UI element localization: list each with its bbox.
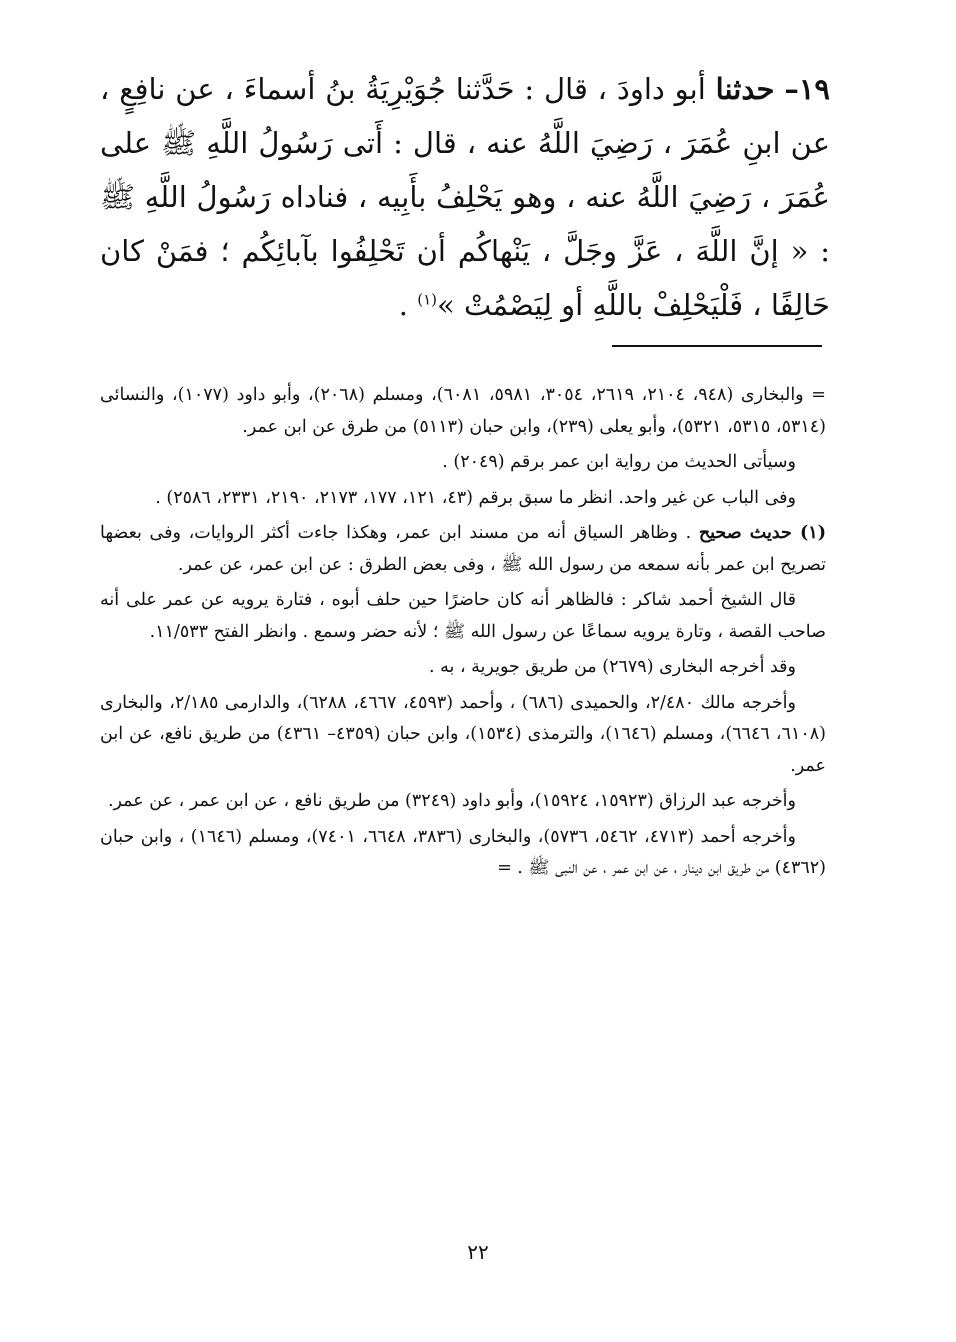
footnote-lead: (١) حديث صحيح [698,523,826,543]
page-number: ٢٢ [467,1240,489,1264]
footnote-text: قال الشيخ أحمد شاكر : فالظاهر أنه كان حاضرًا حين حلف أبوه ، فتارة يرويه عن عمر على أنه صاحب القصة ، وتارة يرويه سماعًا عن رسول الله ﷺ ؛ لأنه حضر وسمع . وانظر الفتح ١١/٥٣٣. [100,590,826,642]
footnote-text: وسيأتى الحديث من رواية ابن عمر برقم (٢٠٤٩) . [442,452,796,472]
hadith-closing: . [398,288,418,322]
footnote-paragraph [100,518,826,581]
footnote-text: . وظاهر السياق أنه من مسند ابن عمر، وهكذا جاءت أكثر الروايات، وفى بعضها تصريح ابن عمر بأنه سمعه من رسول الله ﷺ ، وفى بعض الطرق : عن ابن عمر، عن عمر. [100,523,826,575]
footnote-paragraph [100,585,826,648]
footnote-text: وفى الباب عن غير واحد. انظر ما سبق برقم (٤٣، ١٢١، ١٧٧، ٢١٧٣، ٢١٩٠، ٢٣٣١، ٢٥٨٦) . [155,487,796,508]
footnote-paragraph [100,447,826,479]
footnote-paragraph [100,380,826,443]
footnote-paragraph [100,786,826,818]
footnote-text: وأخرجه مالك ٢/٤٨٠، والحميدى (٦٨٦) ، وأحمد (٤٥٩٣، ٤٦٦٧، ٦٢٨٨)، والدارمى ٢/١٨٥، والبخارى (٦١٠٨، ٦٦٤٦)، ومسلم (١٦٤٦)، والترمذى (١٥٣٤)، وابن حبان (٤٣٥٩– ٤٣٦١) من طريق نافع، عن ابن عمر. [100,692,826,776]
footnote-paragraph [100,688,826,783]
footnote-paragraph [100,483,826,515]
hadith-paragraph [100,62,830,332]
footnote-paragraph [100,652,826,684]
footnote-text: وقد أخرجه البخارى (٢٦٧٩) من طريق جويرية ، به . [429,657,796,677]
footnotes-block [100,380,826,889]
footnote-text: = والبخارى (٩٤٨، ٢١٠٤، ٢٦١٩، ٣٠٥٤، ٥٩٨١، ٦٠٨١)، ومسلم (٢٠٦٨)، وأبو داود (١٠٧٧)، والنسائى (٥٣١٤، ٥٣١٥، ٥٣٢١)، وأبو يعلى (٢٣٩)، وابن حبان (٥١١٣) من طرق عن ابن عمر. [100,385,826,437]
hadith-number: ١٩– [784,72,830,106]
footnote-text: وأخرجه أحمد (٤٧١٣، ٥٤٦٢، ٥٧٣٦)، والبخارى (٣٨٣٦، ٦٦٤٨، ٧٤٠١)، ومسلم (١٦٤٦) ، وابن حبان (٤٣٦٢) من طريق ابن دينار ، عن ابن عمر ، عن النبى ﷺ . = [100,826,826,878]
hadith-block [100,62,830,332]
footnote-marker: (١) [417,290,437,309]
hadith-text: أبو داودَ ، قال : حَدَّثنا جُوَيْرِيَةُ بنُ أسماءَ ، عن نافِعٍ ، عن ابنِ عُمَرَ ، رَضِيَ اللَّهُ عنه ، قال : أَتى رَسُولُ اللَّهِ ﷺ على عُمَرَ ، رَضِيَ اللَّهُ عنه ، وهو يَحْلِفُ بأَبِيه ، فناداه رَسُولُ اللَّهِ ﷺ : « إنَّ اللَّهَ ، عَزَّ وجَلَّ ، يَنْهاكُم أن تَحْلِفُوا بآبائِكُم ؛ فمَنْ كان حَالِفًا ، فَلْيَحْلِفْ باللَّهِ أو لِيَصْمُتْ » [100,72,830,322]
footnote-paragraph [100,822,826,885]
hadith-opening-word: حدثنا [715,72,775,106]
footnote-text: وأخرجه عبد الرزاق (١٥٩٢٣، ١٥٩٢٤)، وأبو داود (٣٢٤٩) من طريق نافع ، عن ابن عمر ، عن عمر. [107,791,796,811]
footnote-divider [612,345,822,347]
